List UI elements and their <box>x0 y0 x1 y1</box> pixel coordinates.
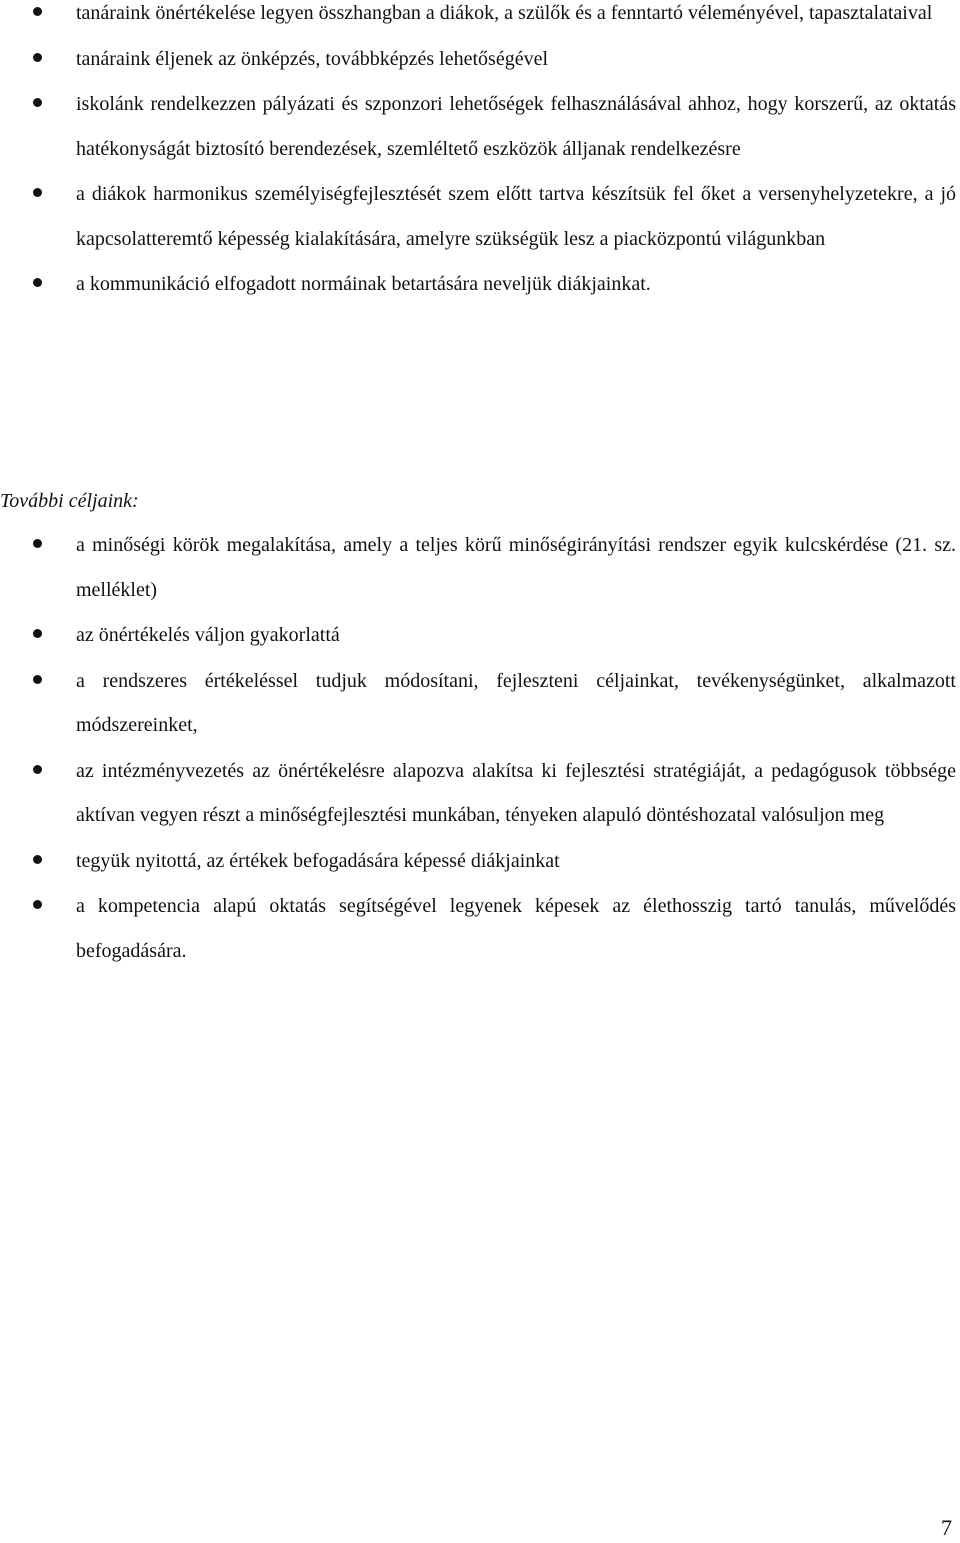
bullet-icon <box>33 765 42 774</box>
list-item <box>0 82 956 171</box>
list-item <box>0 839 956 884</box>
list-item <box>0 262 956 307</box>
further-goals-list <box>0 523 956 974</box>
list-item-text: a rendszeres értékeléssel tudjuk módosítani, fejleszteni céljainkat, tevékenységünket, alkalmazott módszereinket, <box>76 669 956 736</box>
list-item <box>0 523 956 612</box>
list-item <box>0 172 956 261</box>
list-item-text: az önértékelés váljon gyakorlattá <box>76 624 340 646</box>
list-item <box>0 0 956 36</box>
list-item <box>0 749 956 838</box>
bullet-icon <box>33 53 42 62</box>
list-item <box>0 613 956 658</box>
goals-list <box>0 0 956 308</box>
section-heading: További céljaink: <box>0 490 139 512</box>
bullet-icon <box>33 278 42 287</box>
list-item-text: iskolánk rendelkezzen pályázati és szponzori lehetőségek felhasználásával ahhoz, hogy korszerű, az oktatás hatékonyságát biztosító berendezések, szemléltető eszközök álljanak rendelkezésre <box>76 93 956 160</box>
bullet-icon <box>33 539 42 548</box>
bullet-icon <box>33 900 42 909</box>
list-item <box>0 659 956 748</box>
page-number: 7 <box>941 1515 952 1540</box>
list-item-text: a minőségi körök megalakítása, amely a teljes körű minőségirányítási rendszer egyik kulcskérdése (21. sz. melléklet) <box>76 534 956 601</box>
list-item <box>0 884 956 973</box>
list-item-text: a diákok harmonikus személyiségfejlesztését szem előtt tartva készítsük fel őket a versenyhelyzetekre, a jó kapcsolatteremtő képesség kialakítására, amelyre szükségük lesz a piacközpontú világunkban <box>76 183 956 250</box>
list-item-text: az intézményvezetés az önértékelésre alapozva alakítsa ki fejlesztési stratégiáját, a pedagógusok többsége aktívan vegyen részt a minőségfejlesztési munkában, tényeken alapuló döntéshozatal valósuljon meg <box>76 759 956 826</box>
list-item-text: a kompetencia alapú oktatás segítségével legyenek képesek az élethosszig tartó tanulás, művelődés befogadására. <box>76 895 956 962</box>
bullet-icon <box>33 98 42 107</box>
bullet-icon <box>33 855 42 864</box>
bullet-icon <box>33 188 42 197</box>
list-item-text: tanáraink önértékelése legyen összhangban a diákok, a szülők és a fenntartó véleményével, tapasztalataival <box>76 2 933 24</box>
bullet-icon <box>33 675 42 684</box>
bullet-icon <box>33 629 42 638</box>
list-item <box>0 37 956 82</box>
list-item-text: tanáraink éljenek az önképzés, továbbképzés lehetőségével <box>76 47 549 70</box>
bullet-icon <box>33 7 42 16</box>
list-item-text: a kommunikáció elfogadott normáinak betartására neveljük diákjainkat. <box>76 273 651 295</box>
list-item-text: tegyük nyitottá, az értékek befogadására képessé diákjainkat <box>76 849 560 872</box>
